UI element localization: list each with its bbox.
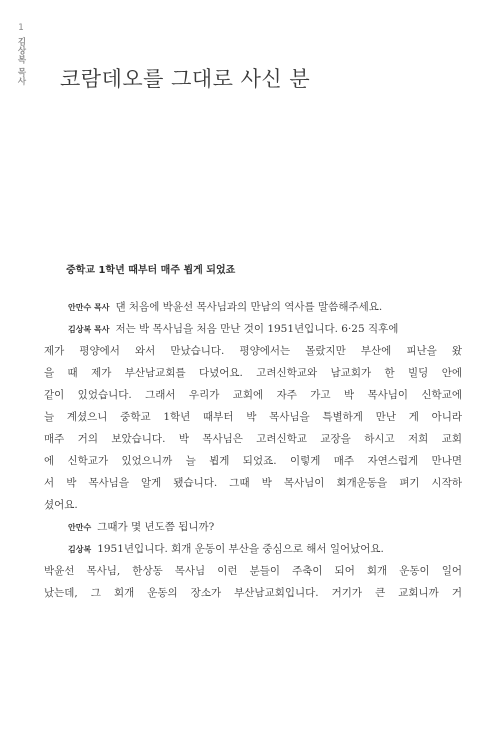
dialogue-line [44,538,462,560]
dialogue-line: 에 신학교가 있었으니까 늘 뵙게 되었죠. 이렇게 매주 자연스럽게 만나면 [44,455,462,467]
speaker-label: 김상복 목사 [68,325,110,334]
chapter-title: 코람데오를 그대로 사신 분 [60,67,311,91]
line-text: 1951년입니다. 회개 운동이 부산을 중심으로 해서 일어났어요. [97,543,384,555]
page-number: 1 [18,23,24,33]
dialogue-body [44,296,462,604]
dialogue-line: 제가 평양에서 와서 만났습니다. 평양에서는 몰랐지만 부산에 피난을 왔 [44,345,462,357]
speaker-label: 안만수 [68,523,92,532]
speaker-label: 안만수 목사 [68,303,110,312]
line-text: 그때가 몇 년도쯤 됩니까? [97,521,215,533]
dialogue-line [44,516,462,538]
dialogue-line: 매주 거의 보았습니다. 박 목사님은 고려신학교 교장을 하시고 저희 교회 [44,433,462,445]
dialogue-line: 늘 계셨으니 중학교 1학년 때부터 박 목사님을 특별하게 만난 게 아니라 [44,411,462,423]
speaker-label: 김상복 [68,545,92,554]
dialogue-line: 서 박 목사님을 알게 됐습니다. 그때 박 목사님이 회개운동을 펴기 시작하 [44,477,462,489]
dialogue-line [44,318,462,340]
running-head-text: 김상복 목사 [16,37,26,86]
line-text: 저는 박 목사님을 처음 만난 것이 1951년입니다. 6·25 직후에 [115,323,399,335]
line-text: 댄 처음에 박윤선 목사님과의 만남의 역사를 말씀해주세요. [115,301,383,313]
dialogue-line: 셨어요. [44,499,78,511]
dialogue-line: 박윤선 목사님, 한상동 목사님 이런 분들이 주축이 되어 회개 운동이 일어 [44,565,462,577]
dialogue-line [44,296,462,318]
section-heading: 중학교 1학년 때부터 매주 뵙게 되었죠 [66,265,236,276]
dialogue-line: 났는데, 그 회개 운동의 장소가 부산남교회입니다. 거기가 큰 교회니까 거 [44,587,462,599]
running-head [14,22,28,85]
dialogue-line: 같이 있었습니다. 그래서 우리가 교회에 자주 가고 박 목사님이 신학교에 [44,389,462,401]
dialogue-line: 을 때 제가 부산남교회를 다녔어요. 고려신학교와 남교회가 한 빌딩 안에 [44,367,462,379]
